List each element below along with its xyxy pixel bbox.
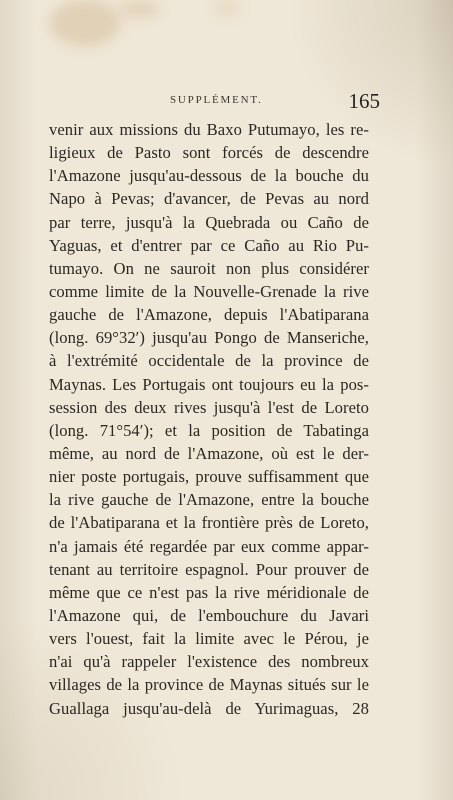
text-line: par terre, jusqu'à la Quebrada ou Caño de [49,212,369,232]
text-line: ligieux de Pasto sont forcés de descendre [49,143,369,163]
text-line: la rive gauche de l'Amazone, entre la bouche [49,490,369,510]
body-text [49,118,369,720]
text-line: session des deux rives jusqu'à l'est de Loreto [49,397,369,417]
text-line: tumayo. On ne sauroit non plus considérer [49,258,369,278]
text-line: gauche de l'Amazone, depuis l'Abatiparana [49,305,369,325]
text-line: même, au nord de l'Amazone, où est le der- [49,443,369,463]
text-line: tenant au territoire espagnol. Pour prouver de [49,559,369,579]
page-header [170,89,380,113]
page-number: 165 [348,89,380,113]
text-line: venir aux missions du Baxo Putumayo, les re- [49,120,369,139]
text-line: vers l'ouest, fait la limite avec le Pérou, je [49,629,369,649]
text-line: Guallaga jusqu'au-delà de Yurimaguas, 28 [49,698,369,718]
text-line: l'Amazone qui, de l'embouchure du Javari [49,605,369,625]
text-line: à l'extrémité occidentale de la province de [49,351,369,371]
paper-stain [118,0,160,18]
paper-stain [214,0,240,16]
text-line: n'ai qu'à rappeler l'existence des nombreux [49,652,369,672]
text-line: (long. 69°32′) jusqu'au Pongo de Manseriche, [49,328,369,348]
paper-stain [50,0,120,46]
running-title: SUPPLÉMENT. [170,94,263,106]
text-line: Maynas. Les Portugais ont toujours eu la pos- [49,374,369,394]
text-line: comme limite de la Nouvelle-Grenade la rive [49,281,369,301]
text-line: nier poste portugais, prouve suffisamment que [49,467,369,487]
text-line: de l'Abatiparana et la frontière près de Loreto, [49,513,369,533]
text-line: villages de la province de Maynas situés sur le [49,675,369,695]
text-line: Yaguas, et d'entrer par ce Caño au Rio Pu- [49,235,369,255]
text-line: (long. 71°54′); et la position de Tabatinga [49,420,369,440]
text-line: l'Amazone jusqu'au-dessous de la bouche du [49,166,369,186]
text-line: même que ce n'est pas la rive méridionale de [49,582,369,602]
text-line: n'a jamais été regardée par eux comme appar- [49,536,369,556]
text-line: Napo à Pevas; d'avancer, de Pevas au nord [49,189,369,209]
